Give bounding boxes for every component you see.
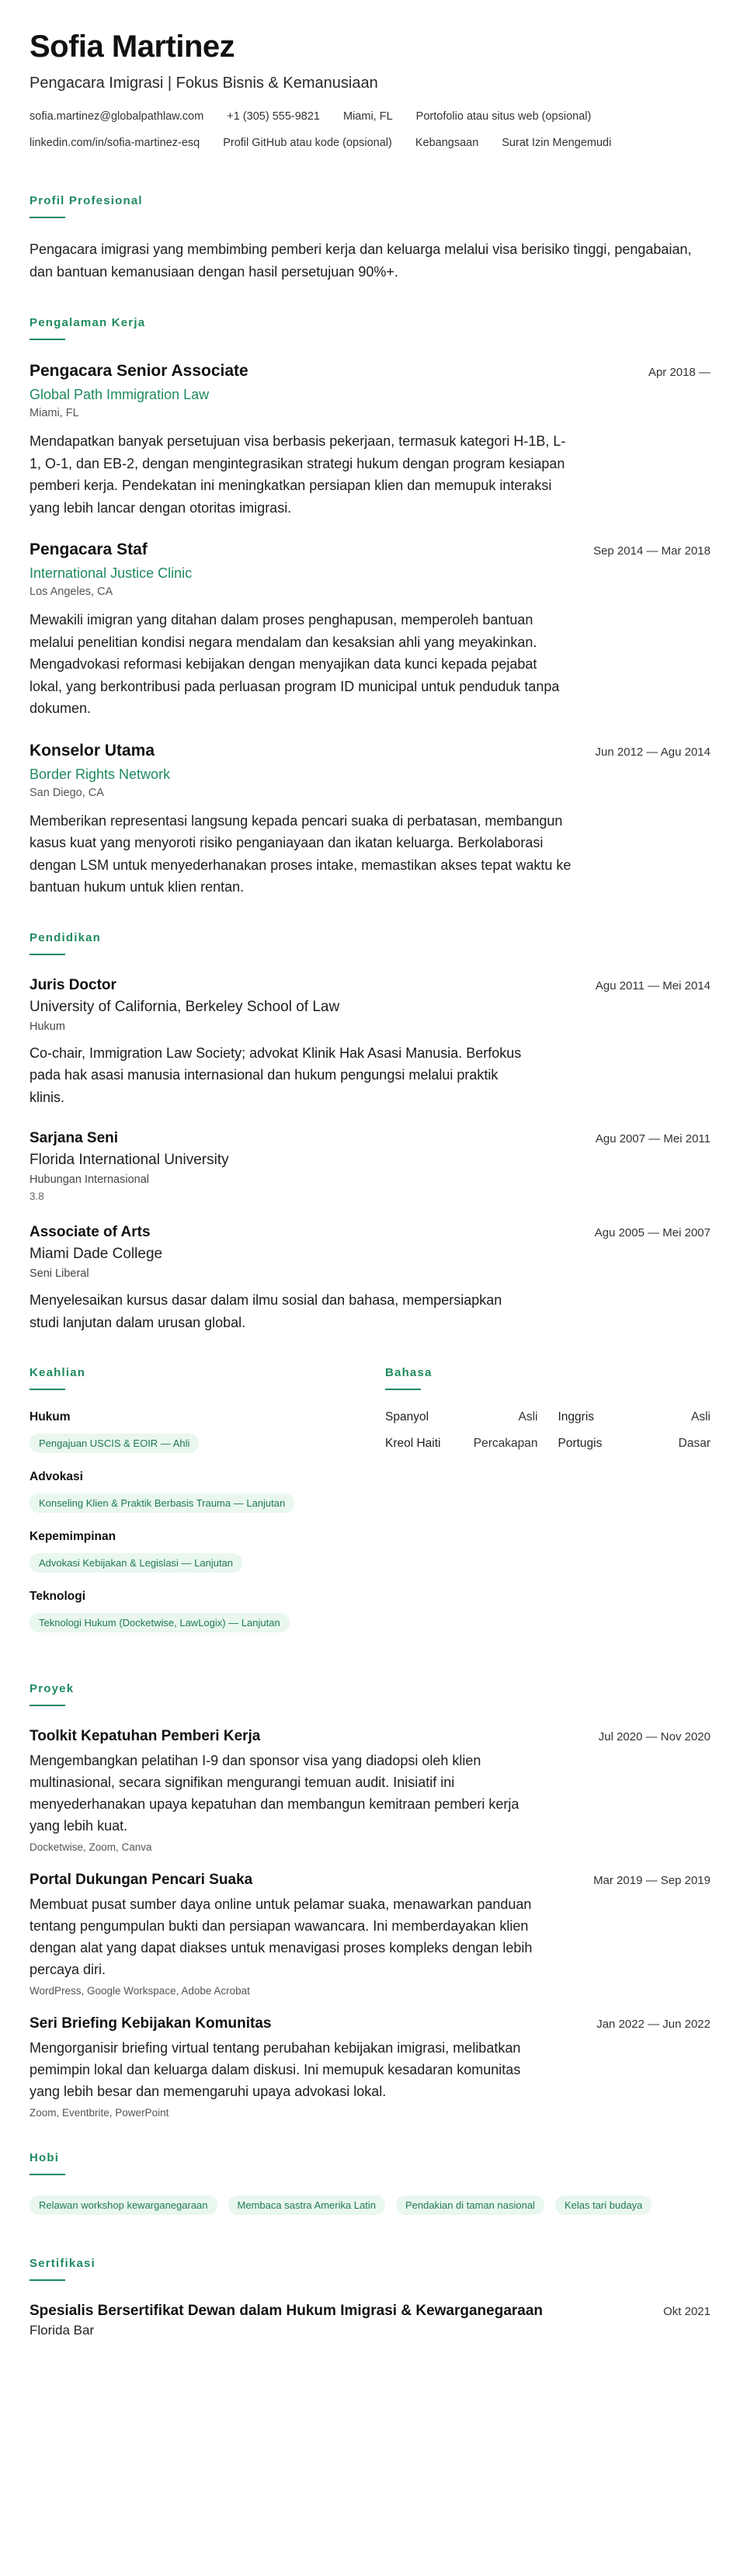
education-entry (30, 1128, 710, 1202)
job-description: Mewakili imigran yang ditahan dalam proses penghapusan, memperoleh bantuan melalui penelitian kondisi negara mendalam dan kesaksian ahli yang meyakinkan. Mengadvokasi reformasi kebijakan dengan menyajikan data kunci kepada pejabat lokal, yang berkontribusi pada perluasan program ID municipal untuk penduduk tanpa dokumen. (30, 612, 560, 716)
contact-phone[interactable]: +1 (305) 555-9821 (227, 110, 320, 123)
section-divider (30, 1705, 65, 1706)
project-tools: WordPress, Google Workspace, Adobe Acrobat (30, 1985, 250, 1997)
hobbies-section (30, 2151, 710, 2224)
school: Florida International University (30, 1152, 229, 1168)
experience-entry (30, 360, 710, 519)
section-title: Pengalaman Kerja (30, 316, 146, 329)
field-of-study: Seni Liberal (30, 1267, 89, 1280)
contact-nationality: Kebangsaan (415, 137, 479, 149)
job-title: Konselor Utama (30, 741, 155, 760)
languages-section (385, 1366, 710, 1650)
job-title: Pengacara Staf (30, 541, 148, 558)
language-item (385, 1437, 538, 1451)
school: Miami Dade College (30, 1246, 163, 1262)
section-title: Pendidikan (30, 930, 102, 944)
education-entry (30, 1222, 710, 1333)
hobby-pill: Relawan workshop kewarganegaraan (30, 2195, 217, 2215)
skill-group (30, 1470, 348, 1513)
certification-name: Spesialis Bersertifikat Dewan dalam Hukum Imigrasi & Kewarganegaraan (30, 2303, 544, 2319)
job-location: Miami, FL (30, 407, 79, 419)
language-item (558, 1437, 711, 1451)
education-entry (30, 975, 710, 1109)
section-title: Keahlian (30, 1366, 86, 1379)
skills-languages-row (30, 1366, 710, 1650)
section-title: Sertifikasi (30, 2257, 96, 2270)
language-level: Percakapan (473, 1437, 538, 1450)
gpa: 3.8 (30, 1191, 44, 1202)
project-entry (30, 1726, 710, 1853)
person-name: Sofia Martinez (30, 30, 235, 64)
degree: Juris Doctor (30, 976, 116, 993)
employer: Border Rights Network (30, 766, 171, 782)
field-of-study: Hukum (30, 1020, 65, 1033)
job-dates: Sep 2014 — Mar 2018 (593, 544, 710, 558)
field-of-study: Hubungan Internasional (30, 1173, 149, 1186)
section-divider (30, 954, 65, 955)
education-dates: Agu 2007 — Mei 2011 (595, 1132, 710, 1145)
contact-list (30, 109, 710, 162)
section-title: Hobi (30, 2151, 60, 2164)
job-title: Pengacara Senior Associate (30, 362, 248, 380)
section-title: Bahasa (385, 1366, 433, 1379)
resume-header (30, 28, 710, 162)
skill-group (30, 1410, 348, 1453)
section-divider (30, 1389, 65, 1390)
hobby-pill: Kelas tari budaya (555, 2195, 651, 2215)
certifications-section (30, 2257, 710, 2338)
language-level: Dasar (678, 1437, 710, 1450)
section-divider (385, 1389, 421, 1390)
summary-section (30, 194, 710, 283)
project-dates: Mar 2019 — Sep 2019 (593, 1874, 710, 1887)
job-location: Los Angeles, CA (30, 586, 113, 598)
education-dates: Agu 2011 — Mei 2014 (595, 979, 710, 993)
contact-website[interactable]: Portofolio atau situs web (opsional) (415, 110, 592, 123)
section-title: Proyek (30, 1682, 75, 1695)
language-list (385, 1410, 710, 1451)
hobby-pill: Pendakian di taman nasional (396, 2195, 544, 2215)
job-dates: Jun 2012 — Agu 2014 (595, 745, 710, 759)
project-tools: Zoom, Eventbrite, PowerPoint (30, 2107, 169, 2119)
job-dates: Apr 2018 — (648, 366, 710, 379)
project-name: Portal Dukungan Pencari Suaka (30, 1872, 253, 1888)
contact-location: Miami, FL (343, 110, 393, 123)
project-description: Mengorganisir briefing virtual tentang perubahan kebijakan imigrasi, melibatkan pemimpin lokal dan keluarga dalam diskusi. Ini memupuk kesadaran komunitas yang lebih besar dan memengaruhi upaya advokasi lokal. (30, 2040, 521, 2099)
project-dates: Jan 2022 — Jun 2022 (596, 2018, 710, 2031)
contact-github[interactable]: Profil GitHub atau kode (opsional) (223, 137, 392, 149)
language-name: Portugis (558, 1437, 603, 1450)
certification-date: Okt 2021 (663, 2305, 710, 2318)
degree: Associate of Arts (30, 1224, 151, 1240)
contact-linkedin[interactable]: linkedin.com/in/sofia-martinez-esq (30, 137, 200, 149)
project-entry (30, 2014, 710, 2119)
section-divider (30, 339, 65, 340)
skill-category: Teknologi (30, 1590, 86, 1603)
degree: Sarjana Seni (30, 1130, 119, 1146)
language-name: Kreol Haiti (385, 1437, 441, 1450)
education-dates: Agu 2005 — Mei 2007 (594, 1226, 710, 1239)
employer: Global Path Immigration Law (30, 387, 210, 402)
skill-pill: Konseling Klien & Praktik Berbasis Trauma — Lanjutan (30, 1493, 294, 1513)
employer: International Justice Clinic (30, 565, 193, 581)
job-description: Memberikan representasi langsung kepada pencari suaka di perbatasan, membangun kasus kuat yang menyoroti risiko penganiayaan dan ikatan keluarga. Berkolaborasi dengan LSM untuk menyederhanakan proses intake, memastikan akses tepat waktu ke bantuan hukum untuk klien rentan. (30, 812, 572, 895)
language-item (558, 1410, 711, 1424)
skill-group (30, 1530, 348, 1573)
section-divider (30, 2174, 65, 2175)
education-description: Co-chair, Immigration Law Society; advokat Klinik Hak Asasi Manusia. Berfokus pada hak asasi manusia internasional dan hukum pengungsi melalui praktik klinis. (30, 1045, 522, 1105)
projects-section (30, 1682, 710, 2119)
section-divider (30, 217, 65, 218)
skill-group (30, 1590, 348, 1632)
language-name: Inggris (558, 1410, 595, 1424)
summary-text: Pengacara imigrasi yang membimbing pemberi kerja dan keluarga melalui visa berisiko tinggi, pengabaian, dan bantuan kemanusiaan dengan hasil persetujuan 90%+. (30, 242, 692, 280)
experience-entry (30, 539, 710, 720)
education-description: Menyelesaikan kursus dasar dalam ilmu sosial dan bahasa, mempersiapkan studi lanjutan dalam urusan global. (30, 1292, 502, 1330)
school: University of California, Berkeley School of Law (30, 998, 340, 1015)
hobby-list (30, 2195, 710, 2224)
certification-issuer: Florida Bar (30, 2323, 95, 2338)
contact-email[interactable]: sofia.martinez@globalpathlaw.com (30, 110, 204, 123)
skill-pill: Teknologi Hukum (Docketwise, LawLogix) — Lanjutan (30, 1613, 290, 1632)
skill-pill: Advokasi Kebijakan & Legislasi — Lanjutan (30, 1553, 242, 1573)
skill-pill: Pengajuan USCIS & EOIR — Ahli (30, 1434, 199, 1453)
headline: Pengacara Imigrasi | Fokus Bisnis & Kemanusiaan (30, 75, 378, 92)
section-divider (30, 2279, 65, 2281)
project-tools: Docketwise, Zoom, Canva (30, 1841, 152, 1853)
contact-license: Surat Izin Mengemudi (502, 137, 612, 149)
language-level: Asli (691, 1410, 710, 1424)
project-description: Membuat pusat sumber daya online untuk pelamar suaka, menawarkan panduan tentang pengumpulan bukti dan persiapan wawancara. Ini memberdayakan klien dengan alat yang dapat diakses untuk menavigasi proses kompleks dengan lebih percaya diri. (30, 1896, 533, 1977)
skill-category: Kepemimpinan (30, 1530, 116, 1543)
project-dates: Jul 2020 — Nov 2020 (598, 1730, 710, 1743)
language-name: Spanyol (385, 1410, 429, 1424)
skill-category: Advokasi (30, 1470, 83, 1483)
skills-section (30, 1366, 348, 1650)
job-location: San Diego, CA (30, 786, 104, 799)
job-description: Mendapatkan banyak persetujuan visa berbasis pekerjaan, termasuk kategori H-1B, L-1, O-1, dan EB-2, dengan mengintegrasikan strategi hukum dengan program kesiapan pemberi kerja. Pendekatan ini meningkatkan persiapan klien dan memupuk interaksi yang lebih lancar dengan otoritas imigrasi. (30, 433, 566, 516)
section-title: Profil Profesional (30, 194, 143, 207)
education-section (30, 931, 710, 1334)
hobby-pill: Membaca sastra Amerika Latin (228, 2195, 385, 2215)
language-item (385, 1410, 538, 1424)
project-entry (30, 1870, 710, 1997)
certification-entry (30, 2301, 710, 2338)
experience-section (30, 316, 710, 899)
language-level: Asli (518, 1410, 538, 1424)
skill-category: Hukum (30, 1410, 71, 1424)
project-name: Seri Briefing Kebijakan Komunitas (30, 2015, 272, 2032)
experience-entry (30, 740, 710, 899)
project-name: Toolkit Kepatuhan Pemberi Kerja (30, 1728, 261, 1744)
project-description: Mengembangkan pelatihan I-9 dan sponsor visa yang diadopsi oleh klien multinasional, secara signifikan mengurangi temuan audit. Inisiatif ini menyederhanakan upaya kepatuhan dan membangun kemitraan pemberi kerja yang lebih kuat. (30, 1753, 519, 1834)
